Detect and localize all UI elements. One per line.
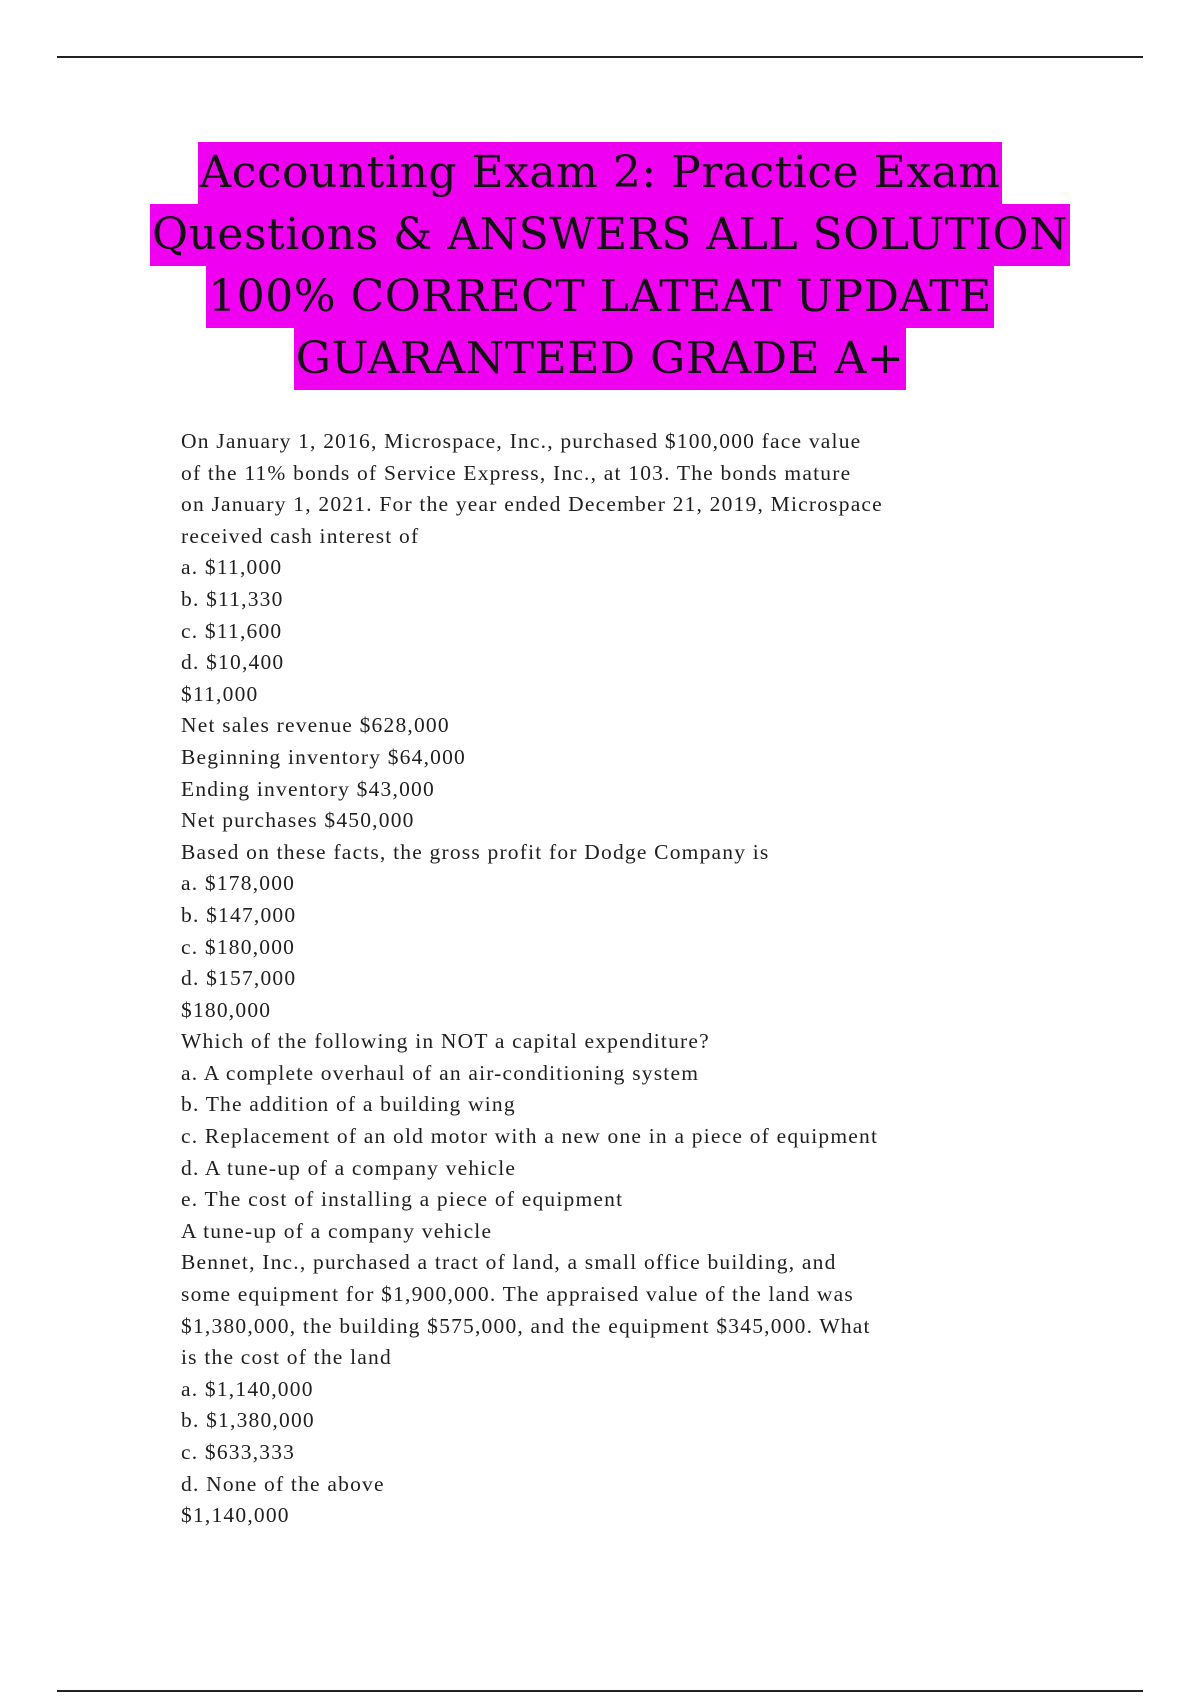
- body-line: some equipment for $1,900,000. The appraised value of the land was: [181, 1282, 854, 1307]
- body-line: Ending inventory $43,000: [181, 776, 435, 801]
- correct-answer: $11,000: [181, 681, 259, 706]
- body-line: Based on these facts, the gross profit for Dodge Company is: [181, 839, 770, 864]
- body-line: Net sales revenue $628,000: [181, 713, 450, 738]
- correct-answer: A tune-up of a company vehicle: [181, 1218, 493, 1243]
- top-rule: [57, 56, 1143, 58]
- answer-option: c. Replacement of an old motor with a new one in a piece of equipment: [181, 1124, 879, 1149]
- answer-option: d. $157,000: [181, 966, 297, 991]
- body-line: Which of the following in NOT a capital expenditure?: [181, 1029, 710, 1054]
- document-title: [150, 142, 1068, 390]
- correct-answer: $1,140,000: [181, 1503, 290, 1528]
- answer-option: d. None of the above: [181, 1471, 385, 1496]
- body-line: Beginning inventory $64,000: [181, 744, 467, 769]
- body-line: Bennet, Inc., purchased a tract of land, a small office building, and: [181, 1250, 837, 1275]
- answer-option: e. The cost of installing a piece of equipment: [181, 1187, 624, 1212]
- answer-option: c. $11,600: [181, 618, 283, 643]
- answer-option: a. $11,000: [181, 555, 283, 580]
- bottom-rule: [57, 1690, 1143, 1692]
- answer-option: b. $11,330: [181, 586, 284, 611]
- body-line: of the 11% bonds of Service Express, Inc., at 103. The bonds mature: [181, 460, 852, 485]
- answer-option: c. $633,333: [181, 1440, 296, 1464]
- answer-option: b. $1,380,000: [181, 1408, 315, 1433]
- title-line: 100% CORRECT LATEAT UPDATE: [206, 266, 993, 328]
- title-line: Questions & ANSWERS ALL SOLUTION: [150, 204, 1070, 266]
- title-line: Accounting Exam 2: Practice Exam: [198, 142, 1003, 204]
- answer-option: b. $147,000: [181, 902, 297, 927]
- title-line: GUARANTEED GRADE A+: [294, 328, 906, 390]
- answer-option: b. The addition of a building wing: [181, 1092, 516, 1117]
- body-line: $1,380,000, the building $575,000, and the equipment $345,000. What: [181, 1313, 871, 1338]
- answer-option: a. $178,000: [181, 871, 296, 896]
- document-body: [181, 426, 1041, 1532]
- answer-option: a. $1,140,000: [181, 1376, 314, 1401]
- body-line: is the cost of the land: [181, 1345, 392, 1370]
- body-line: On January 1, 2016, Microspace, Inc., purchased $100,000 face value: [181, 429, 862, 453]
- answer-option: c. $180,000: [181, 934, 296, 959]
- answer-option: a. A complete overhaul of an air-conditioning system: [181, 1060, 700, 1085]
- body-line: on January 1, 2021. For the year ended December 21, 2019, Microspace: [181, 492, 883, 517]
- answer-option: d. $10,400: [181, 650, 285, 675]
- answer-option: d. A tune-up of a company vehicle: [181, 1155, 517, 1180]
- body-line: Net purchases $450,000: [181, 808, 415, 833]
- correct-answer: $180,000: [181, 997, 272, 1022]
- body-line: received cash interest of: [181, 523, 420, 548]
